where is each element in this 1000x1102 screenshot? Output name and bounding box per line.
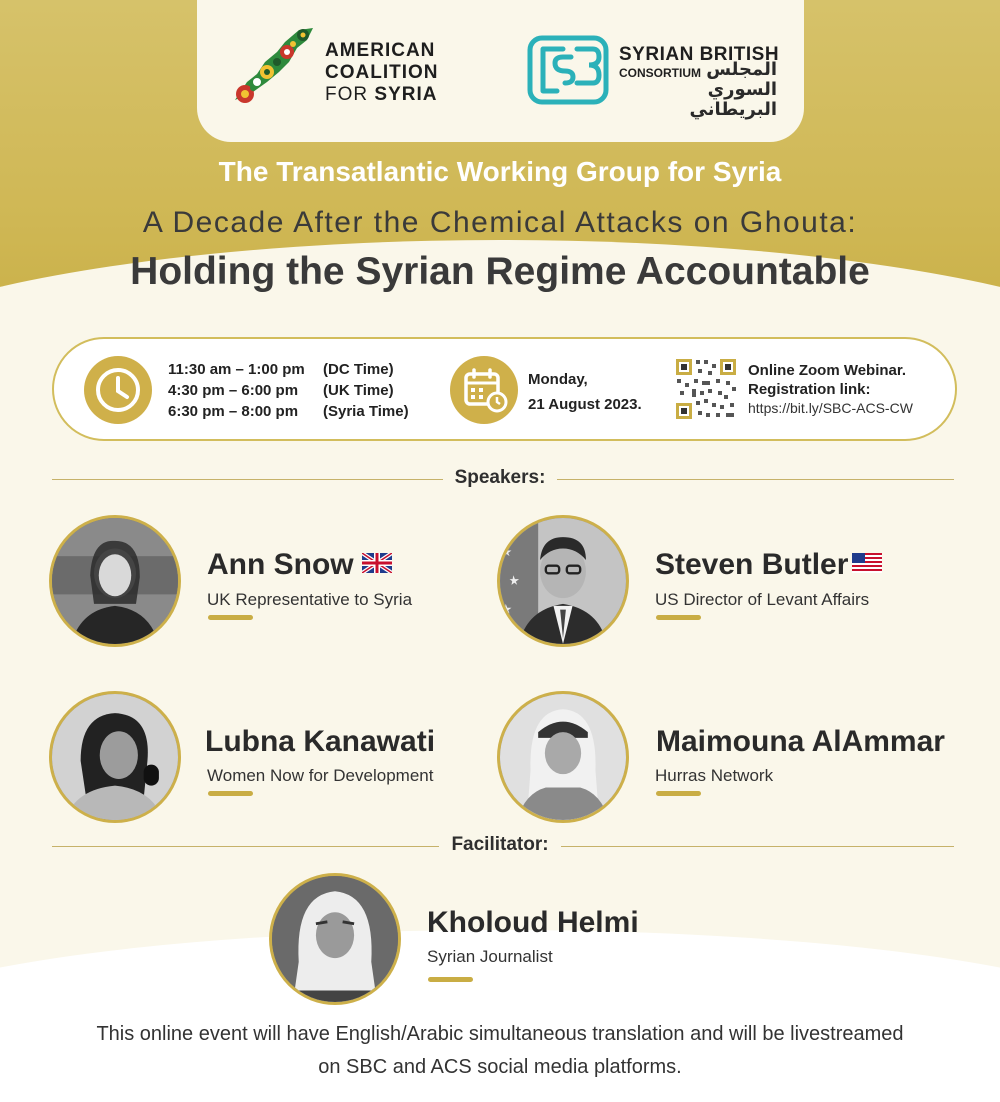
time-zone: (UK Time) xyxy=(323,382,394,399)
registration-label: Registration link: xyxy=(748,381,871,398)
speaker-photo-lubna-kanawati xyxy=(49,691,181,823)
event-date-day: Monday, xyxy=(528,371,588,388)
speaker-photo-steven-butler xyxy=(497,515,629,647)
syria-map-mosaic-icon xyxy=(227,22,317,108)
clock-icon xyxy=(84,356,152,424)
time-range: 4:30 pm – 6:00 pm xyxy=(168,382,299,399)
sbc-monogram-icon xyxy=(527,35,609,105)
footer-line1: This online event will have English/Arabic simultaneous translation and will be livestreamed xyxy=(96,1023,904,1045)
event-info-bar xyxy=(52,337,957,441)
sbc-logo-arabic-line2: السوري البريطاني xyxy=(689,79,777,120)
us-flag-icon xyxy=(852,553,882,573)
registration-link[interactable]: https://bit.ly/SBC-ACS-CW xyxy=(748,400,913,416)
sbc-logo xyxy=(527,35,787,120)
event-date xyxy=(528,367,642,417)
speaker-name: Lubna Kanawati xyxy=(205,725,436,758)
facilitator-heading-label: Facilitator: xyxy=(439,834,560,855)
group-title: The Transatlantic Working Group for Syria xyxy=(218,156,782,187)
facilitator-heading xyxy=(0,834,1000,856)
webinar-type: Online Zoom Webinar. xyxy=(748,362,907,379)
sbc-logo-line1: SYRIAN BRITISH xyxy=(619,44,780,65)
speaker-photo-ann-snow xyxy=(49,515,181,647)
facilitator-role: Syrian Journalist xyxy=(427,947,553,966)
logo-panel xyxy=(197,0,804,142)
event-title: Holding the Syrian Regime Accountable xyxy=(130,250,870,293)
time-zone: (DC Time) xyxy=(323,361,394,378)
speakers-heading xyxy=(0,467,1000,489)
time-row xyxy=(168,359,409,380)
time-range: 6:30 pm – 8:00 pm xyxy=(168,403,299,420)
calendar-icon xyxy=(450,356,518,424)
speaker-name xyxy=(207,548,392,582)
speaker-name xyxy=(655,548,882,582)
acs-logo-line3a: FOR xyxy=(325,84,369,105)
accent-bar xyxy=(208,791,253,796)
time-row xyxy=(168,380,409,401)
qr-code-icon[interactable] xyxy=(674,357,738,421)
speaker-role: Hurras Network xyxy=(655,766,774,785)
footer-note xyxy=(40,1018,960,1084)
sbc-logo-arabic xyxy=(619,60,777,120)
webinar-info xyxy=(748,361,913,418)
facilitator-photo-kholoud-helmi xyxy=(269,873,401,1005)
sbc-logo-arabic-line1: المجلس xyxy=(706,59,777,80)
time-range: 11:30 am – 1:00 pm xyxy=(168,361,305,378)
accent-bar xyxy=(656,615,701,620)
speakers-heading-label: Speakers: xyxy=(443,467,558,488)
speaker-name-text: Steven Butler xyxy=(655,548,849,581)
acs-logo xyxy=(227,22,457,112)
speaker-role: UK Representative to Syria xyxy=(207,590,413,609)
uk-flag-icon xyxy=(362,553,392,573)
event-times xyxy=(168,359,409,422)
accent-bar xyxy=(428,977,473,982)
speaker-role: US Director of Levant Affairs xyxy=(655,590,870,609)
acs-logo-line1: AMERICAN xyxy=(325,40,436,61)
time-row xyxy=(168,401,409,422)
accent-bar xyxy=(656,791,701,796)
acs-logo-line3b: SYRIA xyxy=(374,84,438,105)
speaker-photo-maimouna-alammar xyxy=(497,691,629,823)
time-zone: (Syria Time) xyxy=(323,403,409,420)
acs-logo-text xyxy=(325,40,439,106)
event-date-full: 21 August 2023. xyxy=(528,396,642,413)
footer-line2: on SBC and ACS social media platforms. xyxy=(318,1056,682,1078)
acs-logo-line2: COALITION xyxy=(325,62,439,83)
sbc-logo-line2: CONSORTIUM xyxy=(619,66,701,80)
event-subtitle: A Decade After the Chemical Attacks on Ghouta: xyxy=(142,206,858,239)
accent-bar xyxy=(208,615,253,620)
speaker-role: Women Now for Development xyxy=(207,766,434,785)
speaker-name: Maimouna AlAmmar xyxy=(656,725,945,758)
speaker-name-text: Ann Snow xyxy=(207,548,354,581)
facilitator-name: Kholoud Helmi xyxy=(427,906,639,939)
